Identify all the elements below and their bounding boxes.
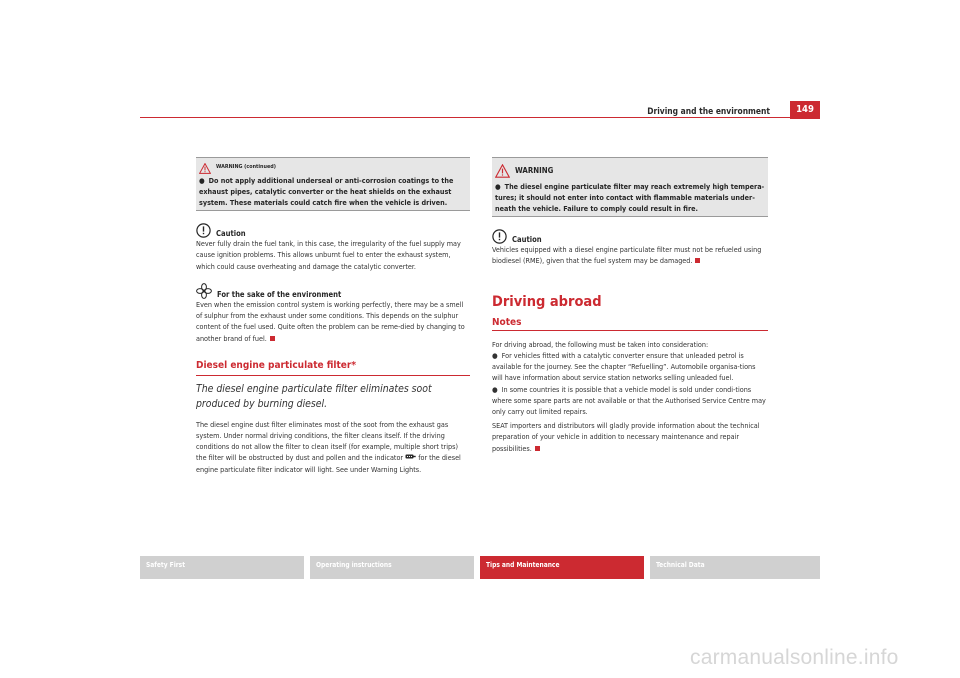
notes-subheading: Notes xyxy=(492,316,522,328)
environment-flower-icon xyxy=(196,283,212,299)
warning-triangle-icon xyxy=(495,164,510,178)
diesel-filter-heading: Diesel engine particulate filter* xyxy=(196,359,357,371)
bullet-icon: ● xyxy=(492,350,498,360)
warning-continued-body: Do not apply additional underseal or anti-corrosion coatings to the exhaust pipes, catalytic converter or the heat shields on the exhaust system. These materials could catch fire when the vehicle is driven. xyxy=(199,176,454,208)
caution-header-right xyxy=(492,226,768,244)
chapter-title: Driving and the environment xyxy=(647,106,770,116)
abroad-bullet-1 xyxy=(492,350,768,384)
diesel-filter-text-a: The diesel engine dust filter eliminates most of the soot from the exhaust gas system. Under normal driving conditions, the filter cleans itself. If the driving conditions do not allow the filter to clean itself (for example, multiple short trips) the filter will be obstructed by dust and pollen and the indicator xyxy=(196,419,458,463)
environment-text xyxy=(196,299,470,344)
environment-header xyxy=(196,281,470,299)
caution-body-right: Vehicles equipped with a diesel engine particulate filter must not be refueled using biodiesel (RME), given that the fuel system may be damaged. xyxy=(492,245,762,266)
abroad-bullet-2-text: In some countries it is possible that a vehicle model is sold under condi-tions where some spare parts are not available or that the Authorised Service Centre may only carry out limited repairs. xyxy=(492,384,766,416)
warning-text xyxy=(495,181,765,214)
notes-rule xyxy=(492,330,768,331)
site-watermark: carmanualsonline.info xyxy=(690,646,899,669)
caution-text: Never fully drain the fuel tank, in this case, the irregularity of the fuel supply may cause ignition problems. This allows unburnt fuel to enter the exhaust system, which could cause overheating and damage the catalytic converter. xyxy=(196,239,461,271)
caution-label-right: Caution xyxy=(512,235,542,245)
warning-continued-box xyxy=(196,157,470,211)
environment-body: Even when the emission control system is working perfectly, there may be a smell of sulphur from the exhaust under some conditions. This depends on the sulphur content of the fuel used. Quite often the problem can be reme-died by changing to another brand of fuel. xyxy=(196,299,465,343)
diesel-heading-rule xyxy=(196,375,470,376)
end-of-section-marker xyxy=(535,446,540,451)
caution-label: Caution xyxy=(216,229,246,239)
diesel-filter-text-b: for the diesel engine particulate filter indicator will light. See under Warning Lights. xyxy=(196,453,461,474)
bullet-icon: ● xyxy=(495,182,501,191)
end-of-section-marker xyxy=(695,258,700,263)
caution-exclamation-icon xyxy=(492,229,507,244)
warning-body: The diesel engine particulate filter may reach extremely high tempera-tures; it should not enter into contact with flammable materials under-neath the vehicle. Failure to comply could result in fire. xyxy=(495,182,765,214)
warning-label: WARNING xyxy=(515,166,554,176)
abroad-bullet-2 xyxy=(492,384,768,418)
warning-box xyxy=(492,157,768,217)
footer-tab-tips-maintenance[interactable]: Tips and Maintenance xyxy=(480,556,644,579)
caution-exclamation-icon xyxy=(196,223,211,238)
abroad-bullet-1-text: For vehicles fitted with a catalytic converter ensure that unleaded petrol is available for the journey. See the chapter “Refuelling”. Automobile organisa-tions will have information about service station networks selling unleaded fuel. xyxy=(492,350,756,383)
header-rule xyxy=(140,117,790,118)
warning-header xyxy=(495,161,765,181)
abroad-closing xyxy=(492,420,768,454)
bullet-icon: ● xyxy=(492,384,498,394)
warning-continued-header xyxy=(199,161,467,175)
particulate-filter-indicator-icon xyxy=(405,453,416,460)
warning-triangle-icon xyxy=(199,163,211,174)
end-of-section-marker xyxy=(270,336,275,341)
abroad-intro: For driving abroad, the following must be taken into consideration: xyxy=(492,339,709,349)
diesel-filter-text xyxy=(196,419,470,475)
page-number: 149 xyxy=(790,101,820,119)
warning-continued-text xyxy=(199,175,467,208)
abroad-closing-text: SEAT importers and distributors will gladly provide information about the technical preparation of your vehicle in addition to necessary maintenance and repair possibilities. xyxy=(492,421,760,453)
right-column xyxy=(492,157,768,454)
environment-label: For the sake of the environment xyxy=(217,289,342,299)
warning-continued-label: WARNING (continued) xyxy=(216,164,276,171)
caution-header xyxy=(196,220,470,238)
driving-abroad-heading: Driving abroad xyxy=(492,293,602,310)
footer-tab-operating-instructions[interactable]: Operating instructions xyxy=(310,556,474,579)
footer-tab-safety-first[interactable]: Safety First xyxy=(140,556,304,579)
caution-text-right xyxy=(492,244,768,266)
footer-tab-technical-data[interactable]: Technical Data xyxy=(650,556,820,579)
left-column xyxy=(196,157,470,475)
diesel-filter-subtitle: The diesel engine particulate filter eliminates soot produced by burning diesel. xyxy=(196,382,432,411)
bullet-icon: ● xyxy=(199,176,205,185)
